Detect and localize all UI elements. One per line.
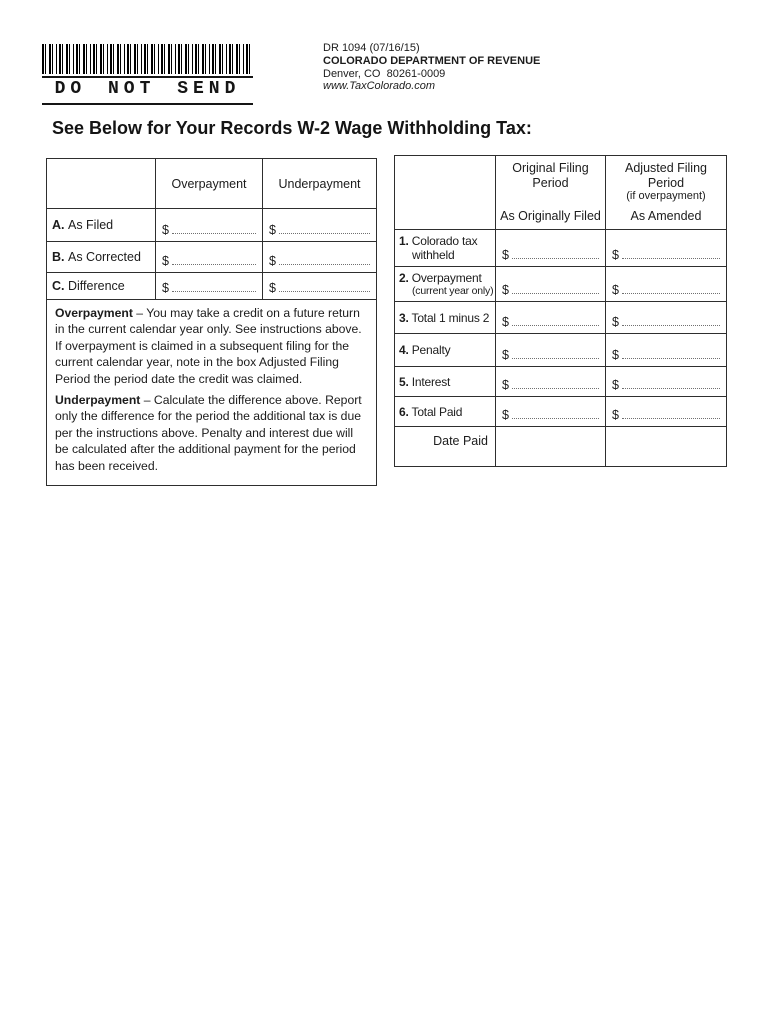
fill-line	[622, 418, 720, 419]
column-subheader-text: As Originally Filed	[500, 209, 601, 223]
date-paid-amended-field[interactable]	[605, 426, 726, 466]
row-label-text: As Filed	[67, 218, 114, 232]
row-number: 3.	[399, 310, 409, 325]
column-header-note: (if overpayment)	[626, 190, 706, 202]
fill-line	[622, 258, 720, 259]
total-1-minus-2-amended-field[interactable]	[605, 301, 726, 333]
dollar-sign: $	[502, 347, 509, 362]
blank-header-cell	[395, 156, 495, 229]
fill-line	[512, 325, 599, 326]
interest-amended-field[interactable]	[605, 366, 726, 396]
row-number: 5.	[399, 374, 409, 389]
column-header-text: Adjusted Filing Period	[625, 161, 707, 190]
fill-line	[622, 358, 720, 359]
records-table	[46, 158, 377, 486]
difference-underpayment-field[interactable]	[262, 272, 376, 299]
row-label-text: Colorado tax withheld	[411, 234, 478, 262]
row-label-text: Interest	[411, 374, 451, 389]
fill-line	[279, 291, 370, 292]
form-number: DR 1094 (07/16/15)	[323, 42, 420, 54]
fill-line	[512, 388, 599, 389]
row-label-as-filed	[47, 208, 155, 241]
dollar-sign: $	[612, 407, 619, 422]
fill-line	[172, 264, 256, 265]
dollar-sign: $	[269, 280, 276, 295]
note-text: – You may take a credit on a future return in the current calendar year only. See instructions above. If overpayment is claimed in a subsequent filing for the current calendar year, note in the box Adjusted Filing Period the period date the credit was claimed.	[55, 306, 362, 386]
fill-line	[172, 291, 256, 292]
column-header-text: Original Filing Period	[512, 161, 589, 190]
department-name: COLORADO DEPARTMENT OF REVENUE	[323, 54, 541, 67]
adjusted-filing-period-header	[605, 156, 726, 229]
overpayment-note	[55, 305, 368, 387]
row-label-text: As Corrected	[67, 250, 141, 264]
dollar-sign: $	[269, 253, 276, 268]
department-address: Denver, CO 80261-0009	[323, 67, 446, 80]
dollar-sign: $	[612, 247, 619, 262]
fill-line	[512, 258, 599, 259]
fill-line	[172, 233, 256, 234]
dollar-sign: $	[162, 222, 169, 237]
row-label-total-paid	[395, 396, 495, 426]
dollar-sign: $	[162, 253, 169, 268]
row-label-text: Difference	[67, 279, 125, 293]
total-paid-original-field[interactable]	[495, 396, 605, 426]
row-label-penalty	[395, 333, 495, 366]
row-prefix: A.	[52, 218, 65, 232]
row-prefix: B.	[52, 250, 65, 264]
row-label-text: Total Paid	[411, 404, 463, 419]
row-label-as-corrected	[47, 241, 155, 272]
underpayment-column-header: Underpayment	[262, 159, 376, 208]
fill-line	[512, 358, 599, 359]
note-title: Overpayment	[55, 306, 133, 320]
instructions-notes	[47, 299, 376, 485]
barcode	[42, 44, 253, 74]
dollar-sign: $	[502, 314, 509, 329]
original-filing-period-header	[495, 156, 605, 229]
row-label-interest	[395, 366, 495, 396]
difference-overpayment-field[interactable]	[155, 272, 262, 299]
fill-line	[279, 264, 370, 265]
date-paid-original-field[interactable]	[495, 426, 605, 466]
row-label-total-1-minus-2	[395, 301, 495, 333]
row-label-note: (current year only)	[412, 285, 494, 297]
note-text: – Calculate the difference above. Report only the difference for the period the additional tax is due per the instructions above. Penalty and interest due will be calculated after the additional payment for the period has been received.	[55, 393, 362, 473]
row-label-overpayment	[395, 266, 495, 301]
penalty-original-field[interactable]	[495, 333, 605, 366]
dollar-sign: $	[502, 282, 509, 297]
fill-line	[622, 293, 720, 294]
row-number: 4.	[399, 343, 409, 357]
tax-withheld-original-field[interactable]	[495, 229, 605, 266]
row-label-colorado-tax-withheld	[395, 229, 495, 266]
as-filed-overpayment-field[interactable]	[155, 208, 262, 241]
dollar-sign: $	[502, 377, 509, 392]
fill-line	[279, 233, 370, 234]
barcode-block	[42, 44, 253, 105]
tax-withheld-amended-field[interactable]	[605, 229, 726, 266]
as-filed-underpayment-field[interactable]	[262, 208, 376, 241]
total-1-minus-2-original-field[interactable]	[495, 301, 605, 333]
row-number: 2.	[399, 271, 409, 285]
overpayment-amended-field[interactable]	[605, 266, 726, 301]
row-number: 6.	[399, 404, 409, 419]
penalty-amended-field[interactable]	[605, 333, 726, 366]
dollar-sign: $	[612, 347, 619, 362]
dollar-sign: $	[502, 247, 509, 262]
underpayment-note	[55, 392, 368, 474]
row-label-text: Total 1 minus 2	[411, 310, 490, 325]
dollar-sign: $	[269, 222, 276, 237]
note-title: Underpayment	[55, 393, 141, 408]
overpayment-original-field[interactable]	[495, 266, 605, 301]
total-paid-amended-field[interactable]	[605, 396, 726, 426]
dollar-sign: $	[612, 377, 619, 392]
dollar-sign: $	[162, 280, 169, 295]
fill-line	[622, 325, 720, 326]
divider	[42, 103, 253, 105]
dollar-sign: $	[612, 314, 619, 329]
as-corrected-overpayment-field[interactable]	[155, 241, 262, 272]
row-label-difference	[47, 272, 155, 299]
department-website: www.TaxColorado.com	[323, 80, 436, 93]
column-subheader-text: As Amended	[630, 209, 702, 223]
page-title: See Below for Your Records W-2 Wage Withholding Tax:	[52, 118, 532, 138]
date-paid-label: Date Paid	[395, 426, 495, 466]
fill-line	[512, 418, 599, 419]
fill-line	[622, 388, 720, 389]
overpayment-column-header: Overpayment	[155, 159, 262, 208]
do-not-send-label: DO NOT SEND	[54, 79, 241, 99]
dollar-sign: $	[502, 407, 509, 422]
interest-original-field[interactable]	[495, 366, 605, 396]
dollar-sign: $	[612, 282, 619, 297]
filing-period-table	[394, 155, 727, 467]
row-label-text: Overpayment	[411, 271, 482, 285]
row-number: 1.	[399, 234, 409, 248]
row-label-text: Penalty	[411, 343, 451, 357]
blank-header-cell	[47, 159, 155, 208]
row-prefix: C.	[52, 279, 65, 293]
agency-header	[323, 42, 540, 93]
fill-line	[512, 293, 599, 294]
as-corrected-underpayment-field[interactable]	[262, 241, 376, 272]
